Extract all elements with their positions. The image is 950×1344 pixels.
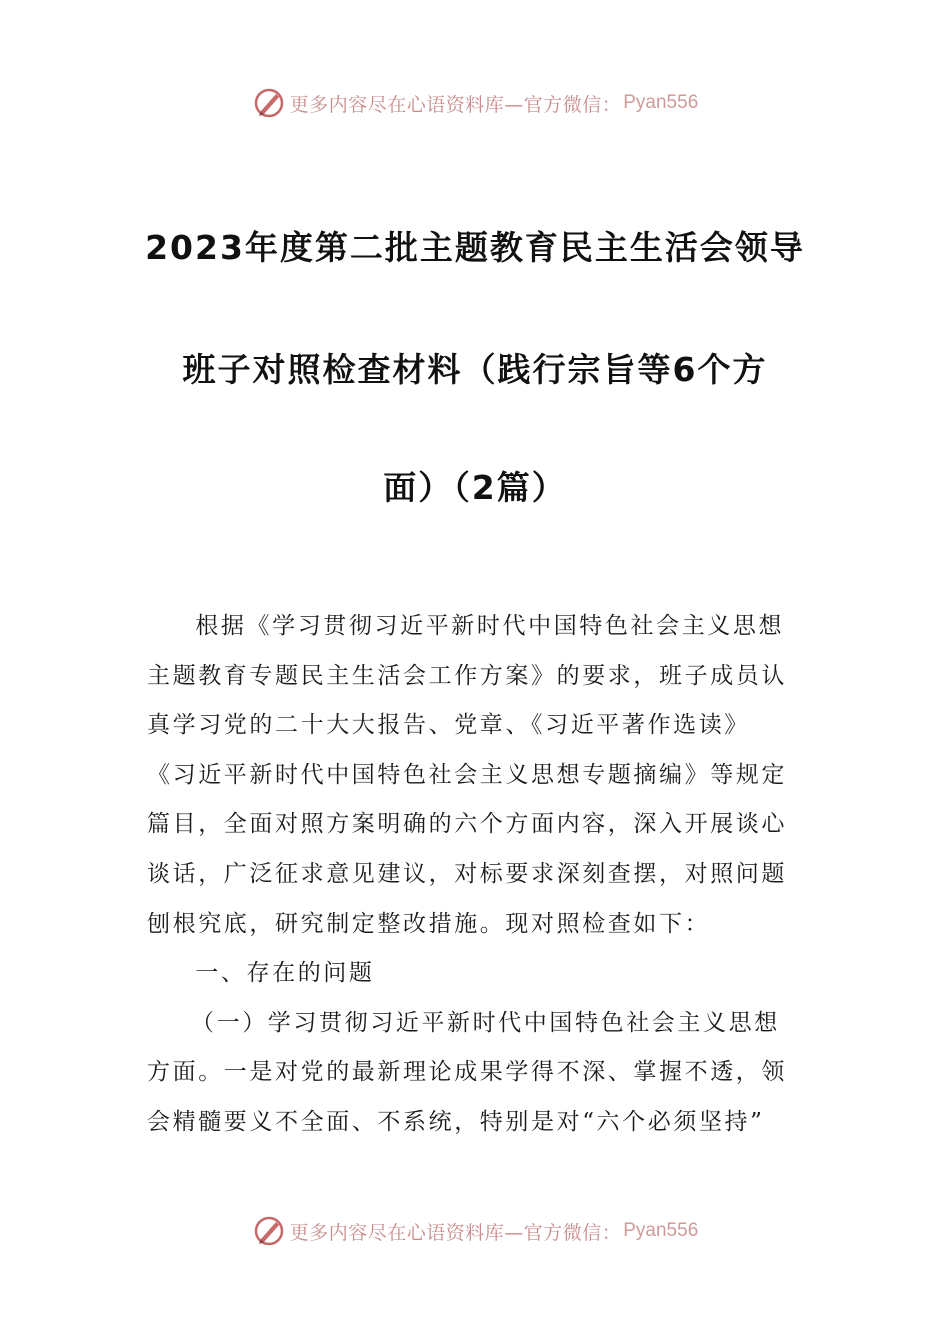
intro-line: 刨根究底，研究制定整改措施。现对照检查如下： <box>147 910 711 937</box>
watermark-wechat-id: Pyan556 <box>623 92 699 113</box>
intro-line: 篇目，全面对照方案明确的六个方面内容，深入开展谈心 <box>147 811 787 838</box>
doc-title-line-3: 面）（2篇） <box>383 468 567 507</box>
subsection-line: （一）学习贯彻习近平新时代中国特色社会主义思想 <box>191 1009 780 1036</box>
intro-line: 真学习党的二十大大报告、党章、《习近平著作选读》 <box>147 712 750 739</box>
watermark-footer <box>0 1214 950 1248</box>
watermark-wechat-id: Pyan556 <box>623 1220 699 1241</box>
intro-line: 根据《学习贯彻习近平新时代中国特色社会主义思想 <box>195 613 785 639</box>
pen-logo-icon <box>252 1214 286 1248</box>
subsection-line: 方面。一是对党的最新理论成果学得不深、掌握不透，领 <box>147 1059 787 1086</box>
watermark-text: 更多内容尽在心语资料库—官方微信： <box>289 1221 622 1244</box>
doc-body <box>147 602 807 1148</box>
pen-logo-icon <box>252 86 286 120</box>
subsection-line: 会精髓要义不全面、不系统，特别是对“六个必须坚持” <box>147 1108 765 1135</box>
watermark-header <box>0 86 950 120</box>
section-heading: 一、存在的问题 <box>195 960 375 987</box>
doc-title-line-1: 2023年度第二批主题教育民主生活会领导 <box>145 228 805 267</box>
intro-line: 主题教育专题民主生活会工作方案》的要求，班子成员认 <box>147 662 787 689</box>
doc-title-line-2: 班子对照检查材料（践行宗旨等6个方 <box>182 350 768 389</box>
watermark-text: 更多内容尽在心语资料库—官方微信： <box>289 93 622 116</box>
intro-line: 《习近平新时代中国特色社会主义思想专题摘编》等规定 <box>147 761 787 788</box>
intro-line: 谈话，广泛征求意见建议，对标要求深刻查摆，对照问题 <box>147 860 787 887</box>
